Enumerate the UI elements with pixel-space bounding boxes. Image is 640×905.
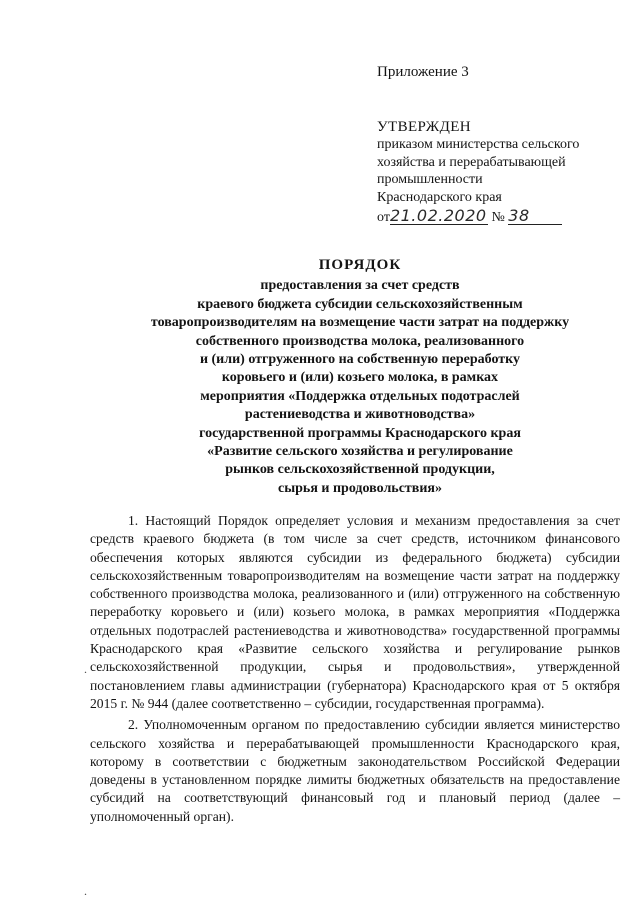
handwritten-date: 21.02.2020 <box>389 206 487 225</box>
title-line: товаропроизводителям на возмещение части затрат на поддержку <box>150 315 570 331</box>
date-prefix: от <box>377 210 390 225</box>
number-sign: № <box>491 210 505 225</box>
title-line: предоставления за счет средств <box>260 278 460 294</box>
approval-line: хозяйства и перерабатывающей <box>377 154 566 170</box>
title-line: коровьего и (или) козьего молока, в рамках <box>221 370 499 386</box>
approval-date-row <box>377 207 627 229</box>
appendix-label: Приложение 3 <box>377 64 469 80</box>
approval-line: Краснодарского края <box>377 189 502 205</box>
scan-dot-mark: . <box>84 884 87 898</box>
approval-line: приказом министерства сельского <box>377 137 580 152</box>
title-line: собственного производства молока, реализованного <box>195 333 525 349</box>
title-line: рынков сельскохозяйственной продукции, <box>225 462 495 478</box>
title-line: и (или) отгруженного на собственную переработку <box>199 352 521 368</box>
title-line: «Развитие сельского хозяйства и регулирование <box>207 444 513 460</box>
document-body <box>90 512 620 829</box>
approval-line: промышленности <box>377 172 483 187</box>
approval-block <box>377 118 627 229</box>
scan-dot-mark: . <box>84 662 87 676</box>
title-line: растениеводства и животноводства» <box>244 407 476 423</box>
title-line: государственной программы Краснодарского края <box>199 425 521 441</box>
paragraph-2: 2. Уполномоченным органом по предоставлению субсидии является министерство сельского хозяйства и перерабатывающей промышленности Краснодарского края, которому в соответствии с бюджетным законодательством Российской Федерации доведены в установленном порядке лимиты бюджетных обязательств на предоставление субсидий на соответствующий финансовый год и плановый период (далее – уполномоченный орган). <box>90 717 620 824</box>
paragraph-1: 1. Настоящий Порядок определяет условия и механизм предоставления за счет средств краевого бюджета (в том числе за счет средств, источником финансового обеспечения которых являются субсидии из федерального бюджета) субсидии сельскохозяйственным товаропроизводителям на возмещение части затрат на поддержку собственного производства молока, реализованного и (или) отгруженного на собственную переработку коровьего и (или) козьего молока, в рамках мероприятия «Поддержка отдельных подотраслей растениеводства и животноводства» государственной программы Краснодарского края «Развитие сельского хозяйства и регулирование рынков сельскохозяйственной продукции, сырья и продовольствия», утвержденной постановлением главы администрации (губернатора) Краснодарского края от 5 октября 2015 г. № 944 (далее соответственно – субсидии, государственная программа). <box>90 513 620 711</box>
document-title <box>90 256 630 498</box>
title-line: мероприятия «Поддержка отдельных подотраслей <box>200 388 520 404</box>
approval-heading: УТВЕРЖДЕН <box>377 119 472 135</box>
title-line: краевого бюджета субсидии сельскохозяйственным <box>197 296 523 312</box>
title-line: сырья и продовольствия» <box>278 480 442 496</box>
handwritten-number: 38 <box>508 208 562 225</box>
title-main: ПОРЯДОК <box>318 257 402 273</box>
